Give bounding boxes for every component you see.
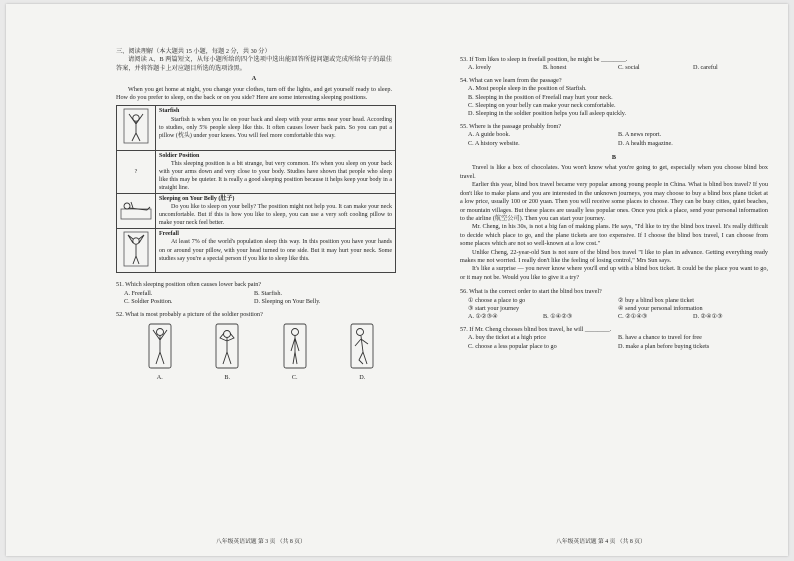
question-text: 53. If Tom likes to sleep in freefall position, he might be ________.	[460, 56, 628, 63]
passage-b-paragraph: Unlike Cheng, 22-year-old Sun is not sure of the blind box travel "I like to plan in advance. Getting everything ready makes me not worried. I really don't like the feeling of losing control," Mrs Sun says.	[460, 248, 768, 264]
table-row	[117, 106, 396, 150]
table-row	[117, 229, 396, 273]
option-c[interactable]: C. ②①④③	[618, 313, 648, 321]
figure-side-sleeper-icon	[349, 322, 375, 370]
starfish-icon	[117, 106, 156, 150]
page-3	[6, 4, 406, 556]
question-text: 54. What can we learn from the passage?	[460, 76, 562, 84]
page-footer: 八年级英语试题 第 4 页 （共 8 页）	[556, 538, 646, 545]
question-text: 56. What is the correct order to start the blind box travel?	[460, 288, 602, 296]
question-text: 57. If Mr. Cheng chooses blind box travel, he will ________.	[460, 325, 612, 333]
position-name: Soldier Position	[159, 152, 200, 159]
table-row	[117, 194, 396, 229]
passage-b-paragraph: Earlier this year, blind box travel became very popular among young people in China. What is blind box travel? If you don't like to make plans and you are interested in the unknown journeys, you may choose to buy a blind box plane ticket at a low price, usually 100 or 200 yuan. Then you will receive some places to choose. They can be busy cities, quiet beaches, or mountain villages. But these places are usually less popular ones. Once you pick a place, send your personal information to the airline (航空公司). Then you can start your journey.	[460, 181, 768, 222]
page-4	[406, 4, 788, 556]
question-text: 52. What is most probably a picture of the soldier position?	[116, 310, 263, 318]
position-text: This sleeping position is a bit strange, but very common. It's when you sleep on your back with your arms down and very close to your body. Studies have shown that people who sleep like this may be quieter. It is really a good sleeping position because it helps keep your body in a straight line.	[159, 160, 392, 191]
question-55	[460, 123, 768, 148]
question-56	[460, 288, 768, 322]
option-d[interactable]: D. ②④①③	[693, 313, 723, 321]
option-c[interactable]: C. Sleeping on your belly can make your neck comfortable.	[468, 102, 616, 110]
option-b[interactable]: B. ①④②③	[543, 313, 573, 321]
passage-b-paragraph: Travel is like a box of chocolates. You won't know what you're going to get, especially when you choose blind box travel.	[460, 164, 768, 180]
option-c[interactable]: C. social	[618, 64, 640, 72]
option-c[interactable]: C. Soldier Position.	[124, 298, 173, 306]
option-a[interactable]: A. Freefall.	[124, 289, 153, 297]
option-d[interactable]: D. make a plan before buying tickets	[618, 342, 710, 350]
position-name: Freefall	[159, 231, 179, 238]
position-text: Starfish is when you lie on your back and sleep with your arms near your head. According to studies, only 5% people sleep like this. It often causes lower back pain. So you can put a pillow (枕头) under your knees. You will feel more comfortable this way.	[159, 116, 392, 139]
question-51	[116, 281, 392, 306]
option-a[interactable]: A. Most people sleep in the position of Starfish.	[468, 85, 587, 93]
option-c-picture[interactable]: C.	[282, 322, 308, 382]
option-d[interactable]: D. Sleeping in the soldier position helps you fall asleep quickly.	[468, 110, 627, 118]
passage-b-label: B	[611, 154, 617, 162]
option-a[interactable]: A. buy the ticket at a high price	[468, 334, 547, 342]
passage-a-label: A	[251, 75, 257, 83]
position-text: Do you like to sleep on your belly? The position might not help you. It can make your neck uncomfortable. But if this is how you like to sleep, you can use a very soft cooling pillow to make your neck feel better.	[159, 204, 392, 227]
step-4: ④ send your personal information	[618, 304, 703, 312]
position-text: At least 7% of the world's population sleep this way. In this position you have your hands on or around your pillow, with your head turned to one side. But it may hurt your neck. Some studies say you're a special person if you like to sleep like this.	[159, 239, 392, 262]
section-title: 三、阅读理解（本大题共 15 小题，每题 2 分，共 30 分）	[116, 48, 271, 55]
option-d[interactable]: D. A health magazine.	[618, 139, 673, 147]
option-a[interactable]: A. ①②③④	[468, 313, 498, 321]
section-instruction: 请阅读 A、B 两篇短文，从每小题所给的四个选项中选出能回答所提问题或完成所给句子的最佳答案，并将答题卡上对应题目所选的选项涂黑。	[116, 56, 392, 72]
sleeping-positions-table	[116, 105, 396, 273]
question-text: 55. Where is the passage probably from?	[460, 122, 562, 130]
question-text: 51. Which sleeping position often causes lower back pain?	[116, 281, 262, 289]
figure-hands-head-icon	[214, 322, 240, 370]
position-name: Sleeping on Your Belly (肚子)	[159, 196, 235, 202]
option-a[interactable]: A. A guide book.	[468, 131, 511, 139]
figure-arms-down-icon	[282, 322, 308, 370]
step-3: ③ start your journey	[468, 304, 520, 312]
option-a[interactable]: A. lovely	[468, 64, 492, 72]
option-b-picture[interactable]: B.	[214, 322, 240, 382]
option-d-picture[interactable]: D.	[349, 322, 375, 382]
belly-sleeper-icon	[117, 194, 156, 229]
figure-arms-raised-icon	[147, 322, 173, 370]
option-b[interactable]: B. Starfish.	[254, 289, 283, 297]
exam-sheet	[6, 4, 788, 556]
question-52	[116, 311, 392, 383]
option-b[interactable]: B. Sleeping in the position of Freefall may hurt your neck.	[468, 93, 613, 101]
position-name: Starfish	[159, 108, 180, 115]
option-b[interactable]: B. have a chance to travel for free	[618, 334, 702, 342]
option-d[interactable]: D. Sleeping on Your Belly.	[254, 298, 321, 306]
question-57	[460, 326, 768, 351]
passage-b-paragraph: Mr. Cheng, in his 30s, is not a big fan of making plans. He says, "I'd like to try the blind box travel. It's really difficult to decide which place to go, and the plane tickets are too expensive. If I choose the blind box travel, I can choose from some places which are not so well-known at a low cost."	[460, 223, 768, 248]
option-c[interactable]: C. A history website.	[468, 139, 520, 147]
question-53	[460, 56, 768, 73]
option-b[interactable]: B. honest	[543, 64, 567, 72]
table-row	[117, 150, 396, 193]
option-d[interactable]: D. careful	[693, 64, 718, 72]
page-footer: 八年级英语试题 第 3 页 （共 8 页）	[216, 538, 306, 545]
option-b[interactable]: B. A news report.	[618, 131, 662, 139]
passage-a-intro: When you get home at night, you change your clothes, turn off the lights, and get yourself ready to sleep. How do you prefer to sleep, on the back or on you side? Here are some interesting sleeping positions.	[116, 85, 392, 102]
step-1: ① choose a place to go	[468, 296, 526, 304]
passage-b-paragraph: It's like a surprise — you never know where you'll end up with a blind box ticket. It could be the place you want to go, or it may not be. Would you like to give it a try?	[460, 265, 768, 281]
option-c[interactable]: C. choose a less popular place to go	[468, 342, 557, 350]
soldier-unknown-icon: ?	[117, 150, 156, 193]
step-2: ② buy a blind box plane ticket	[618, 296, 694, 304]
question-54	[460, 77, 768, 119]
option-a-picture[interactable]: A.	[147, 322, 173, 382]
freefall-icon	[117, 229, 156, 273]
